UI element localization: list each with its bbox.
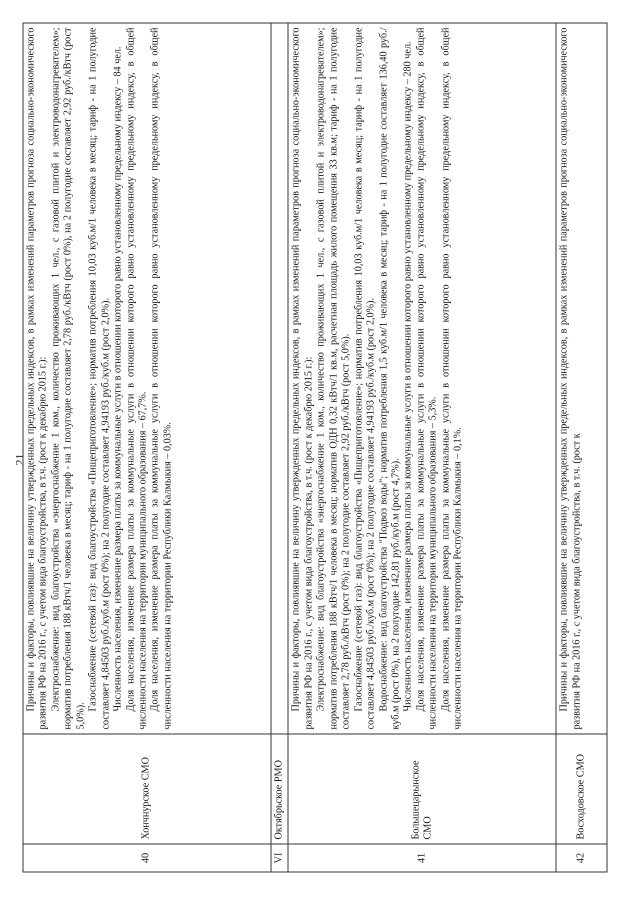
paragraph: Причины и факторы, повлиявшие на величину утвержденных предельных индексов, в рамках изменений параметров прогноза социально-экономического развития РФ на 2016 г., с учетом вида благоустройства, в т.ч. (рост к декабрю 2015 г.): — [290, 27, 315, 730]
paragraph: Электроснабжение: вид благоустройства «энергоснабжение 1 ком., количество проживающих 1 чел., с газовой плитой и электроводонагревателем»; норматив потребления 188 кВтч/1 человека в месяц; тариф - на 1 полугодие составляет 2,78 руб./кВтч (рост 0%), на 2 полугодие составляет 2,92 руб./кВтч (рост 5,0%). — [50, 27, 87, 730]
section-number: VI — [271, 844, 288, 872]
paragraph: Водоснабжение: вид благоустройства "Подвоз воды"; норматив потребления 1,5 куб.м/1 человека в месяц; тариф - на 1 полугодие составляет 136,40 руб./куб.м (рост 0%), на 2 полугодие 142,81 руб./куб.м (рост 4,7%). — [378, 27, 402, 730]
row-number: 41 — [288, 844, 556, 872]
municipality-name: Хончнурское СМО — [23, 734, 271, 844]
rotated-table-container — [23, 23, 608, 873]
row-number: 40 — [23, 844, 271, 872]
paragraph: Причины и факторы, повлиявшие на величину утвержденных предельных индексов, в рамках изменений параметров прогноза социально-экономического развития РФ на 2016 г., с учетом вида благоустройства, в т.ч. (рост к декабрю 2015 г.): — [25, 27, 49, 730]
paragraph: Численность населения, изменение размера платы за коммунальные услуги в отношении которого равно установленному предельному индексу – 84 чел. — [112, 46, 124, 712]
paragraph: Доля населения, изменение размера платы за коммунальные услуги в отношении которого равно установленному предельному индексу, в общей численности населения на территории муниципального образования – 5,3%. — [415, 27, 439, 730]
paragraph: Электроснабжение: вид благоустройства «энергоснабжение 1 ком., количество проживающих 1 чел., с газовой плитой и электроводонагревателем»; норматив потребления 188 кВтч/1 человека в месяц; норматив ОДН 0,32 кВтч/1 кв.м, расчетная площадь жилого помещения 33 кв.м; тариф - на 1 полугодие составляет 2,78 руб./кВтч (рост 0%); на 2 полугодие составляет 2,92 руб./кВтч (рост 5,0%). — [315, 27, 352, 730]
paragraph: Причины и факторы, повлиявшие на величину утвержденных предельных индексов, в рамках изменений параметров прогноза социально-экономического развития РФ на 2016 г., с учетом вида благоустройства, в т.ч. (рост к — [558, 27, 583, 730]
index-factors-table — [23, 23, 608, 873]
table-row — [23, 23, 271, 872]
section-name: Октябрьское РМО — [271, 734, 288, 844]
description-cell — [23, 23, 271, 734]
paragraph: Доля населения, изменение размера платы за коммунальные услуги в отношении которого равно установленному предельному индексу, в общей численности населения на территории Республики Калмыкия – 0,03%. — [149, 27, 174, 730]
paragraph: Численность населения, изменение размера платы за коммунальные услуги в отношении которого равно установленному предельному индексу – 280 чел. — [402, 41, 414, 712]
section-row — [271, 23, 288, 872]
section-empty-cell — [271, 23, 288, 734]
municipality-name: Большецарынское СМО — [288, 734, 556, 844]
description-cell — [288, 23, 556, 734]
paragraph: Газоснабжение (сетевой газ): вид благоустройства «Пищеприготовление»; норматив потребления 10,03 куб.м/1 человека в месяц; тариф - на 1 полугодие составляет 4,84503 руб./куб.м (рост 0%); на 2 полугодие составляет 4,94193 руб./куб.м (рост 2,0%). — [87, 27, 112, 730]
paragraph: Газоснабжение (сетевой газ): вид благоустройства «Пищеприготовление»; норматив потребления 10,03 куб.м/1 человека в месяц; тариф - на 1 полугодие составляет 4,84503 руб./куб.м (рост 0%); на 2 полугодие составляет 4,94193 руб./куб.м (рост 2,0%). — [353, 27, 377, 730]
paragraph: Доля населения, изменение размера платы за коммунальные услуги в отношении которого равно установленному предельному индексу, в общей численности населения на территории Республики Калмыкия – 0,1%. — [440, 27, 464, 730]
page-number: 21 — [12, 453, 27, 466]
table-row — [288, 23, 556, 872]
description-cell — [556, 23, 607, 734]
municipality-name: Восходовское СМО — [556, 734, 607, 844]
paragraph: Доля населения, изменение размера платы за коммунальные услуги в отношении которого равно установленному предельному индексу, в общей численности населения на территории муниципального образования – 67,7%. — [125, 27, 149, 730]
row-number: 42 — [556, 844, 607, 872]
table-row — [556, 23, 607, 872]
